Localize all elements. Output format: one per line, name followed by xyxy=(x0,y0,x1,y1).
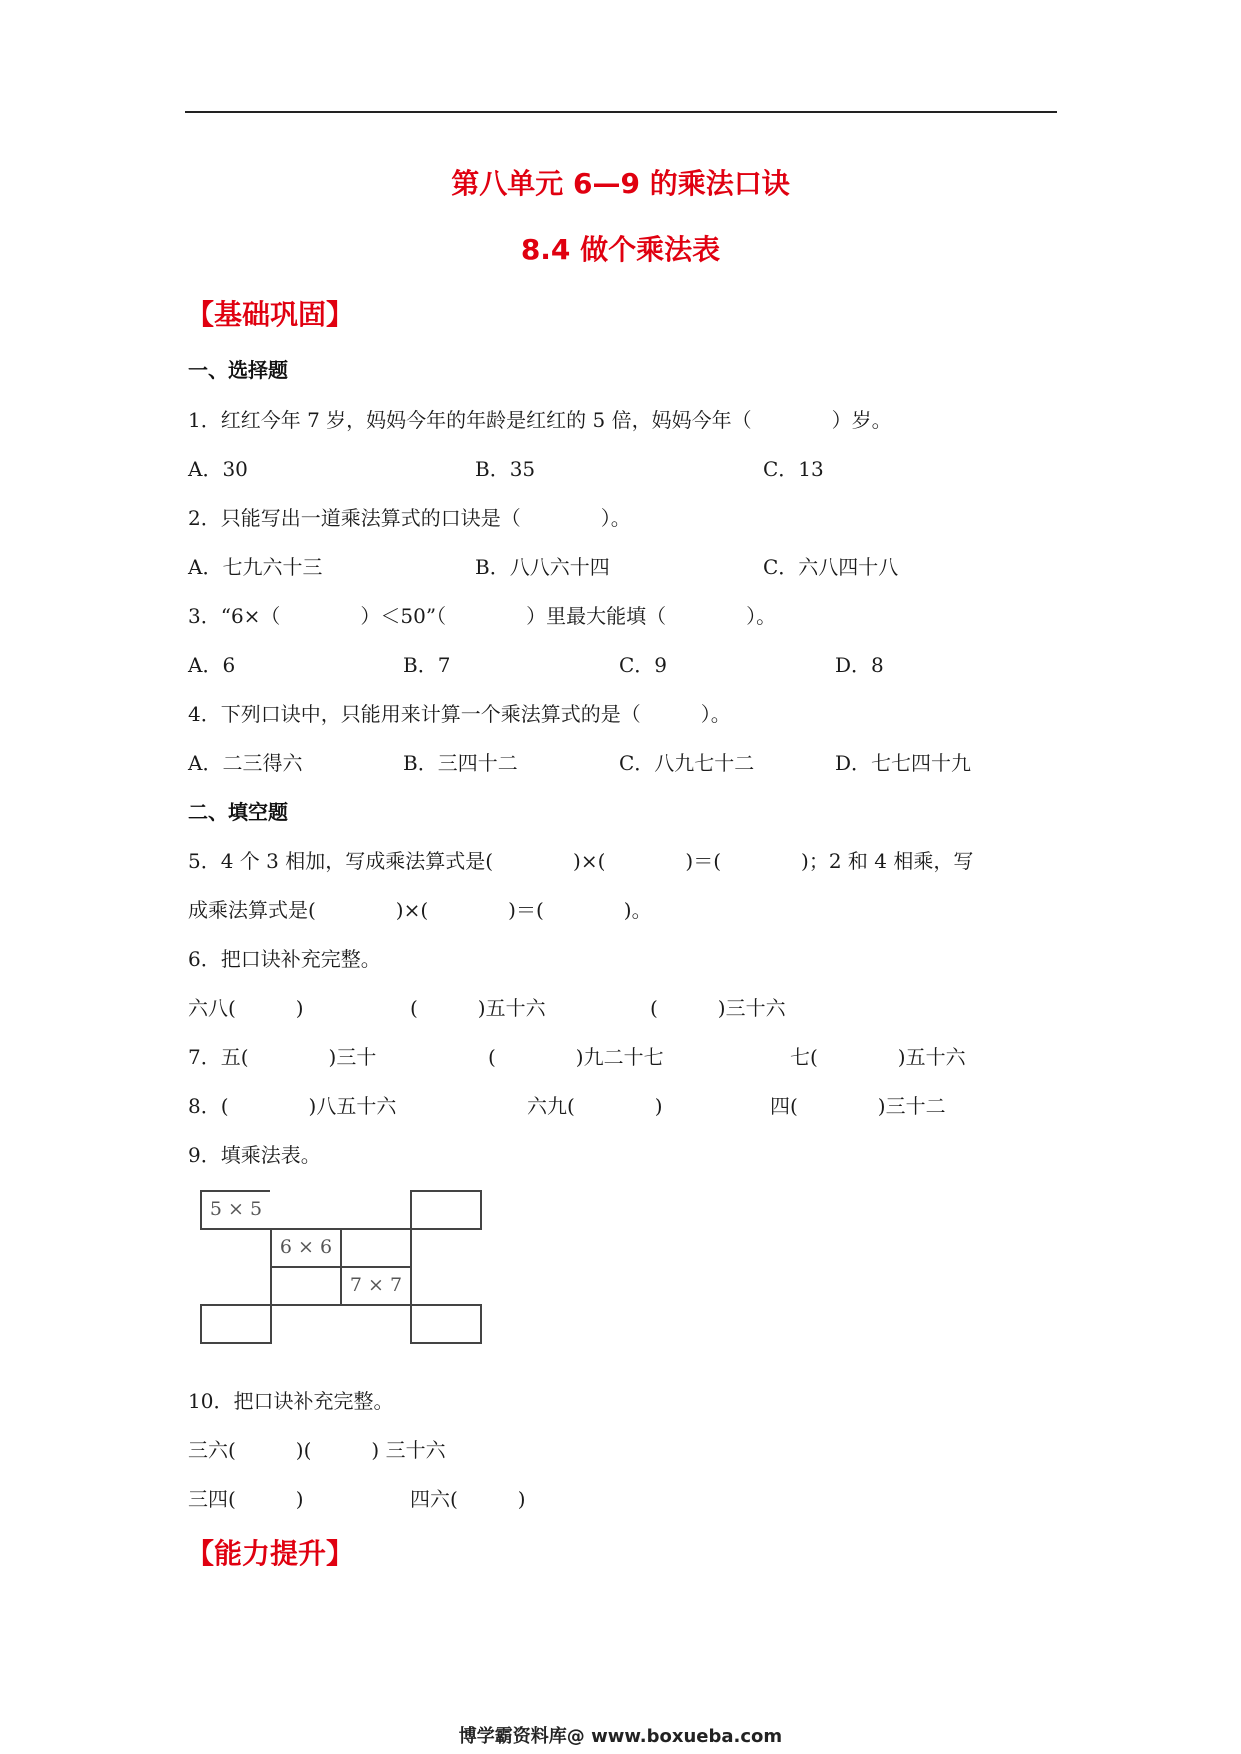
lesson-title: 8.4 做个乘法表 xyxy=(520,233,721,266)
q6-item: ( )三十六 xyxy=(650,996,786,1020)
part1-heading: 一、选择题 xyxy=(188,358,288,382)
grid-cell-blank xyxy=(410,1190,482,1230)
unit-title: 第八单元 6—9 的乘法口诀 xyxy=(451,167,790,200)
q10-stem: 10．把口诀补充完整。 xyxy=(188,1389,394,1413)
part2-heading: 二、填空题 xyxy=(188,800,288,824)
q2-option-c: C．六八四十八 xyxy=(763,555,899,579)
grid-cell-blank xyxy=(270,1190,342,1230)
grid-cell-blank xyxy=(270,1266,342,1306)
q8-item: 四( )三十二 xyxy=(770,1094,946,1118)
q7-item: 七( )五十六 xyxy=(790,1045,966,1069)
q4-option-a: A．二三得六 xyxy=(188,751,303,775)
q4-option-d: D．七七四十九 xyxy=(835,751,972,775)
q4-stem: 4．下列口诀中，只能用来计算一个乘法算式的是（ ）。 xyxy=(188,702,731,726)
q4-option-c: C．八九七十二 xyxy=(619,751,755,775)
header-rule xyxy=(185,111,1057,113)
grid-cell-7x7: 7 × 7 xyxy=(340,1266,412,1306)
q3-option-b: B．7 xyxy=(403,653,451,677)
multiplication-table-grid xyxy=(200,1190,490,1350)
q2-option-b: B．八八六十四 xyxy=(475,555,610,579)
q10-item: 三六( )( ) 三十六 xyxy=(188,1438,446,1462)
q6-item: 六八( ) xyxy=(188,996,304,1020)
q10-item: 四六( ) xyxy=(410,1487,526,1511)
q4-option-b: B．三四十二 xyxy=(403,751,518,775)
grid-cell-6x6: 6 × 6 xyxy=(270,1228,342,1268)
section-advanced: 【能力提升】 xyxy=(186,1537,355,1570)
q1-stem: 1．红红今年 7 岁，妈妈今年的年龄是红红的 5 倍，妈妈今年（ ）岁。 xyxy=(188,408,892,432)
q3-option-d: D．8 xyxy=(835,653,884,677)
q9-stem: 9．填乘法表。 xyxy=(188,1143,321,1167)
q2-option-a: A．七九六十三 xyxy=(188,555,323,579)
q6-stem: 6．把口诀补充完整。 xyxy=(188,947,381,971)
q10-item: 三四( ) xyxy=(188,1487,304,1511)
q1-option-a: A．30 xyxy=(188,457,248,481)
q7-item: ( )九二十七 xyxy=(488,1045,664,1069)
q2-stem: 2．只能写出一道乘法算式的口诀是（ ）。 xyxy=(188,506,631,530)
q1-option-b: B．35 xyxy=(475,457,536,481)
grid-cell-blank xyxy=(340,1228,412,1268)
q5-line2: 成乘法算式是( )×( )＝( )。 xyxy=(188,898,652,922)
q3-stem: 3．“6×（ ）＜50”（ ）里最大能填（ ）。 xyxy=(188,604,777,628)
q8-item: 8．( )八五十六 xyxy=(188,1094,397,1118)
grid-cell-blank xyxy=(410,1304,482,1344)
grid-cell-blank xyxy=(200,1304,272,1344)
section-basic: 【基础巩固】 xyxy=(186,298,355,331)
q5-line1: 5．4 个 3 相加，写成乘法算式是( )×( )＝( )；2 和 4 相乘，写 xyxy=(188,849,974,873)
q8-item: 六九( ) xyxy=(527,1094,663,1118)
q1-option-c: C．13 xyxy=(763,457,824,481)
q6-item: ( )五十六 xyxy=(410,996,546,1020)
q3-option-c: C．9 xyxy=(619,653,668,677)
footer-watermark: 博学霸资料库@ www.boxueba.com xyxy=(458,1726,783,1747)
grid-cell-5x5: 5 × 5 xyxy=(200,1190,272,1230)
q3-option-a: A．6 xyxy=(188,653,236,677)
q7-item: 7．五( )三十 xyxy=(188,1045,377,1069)
